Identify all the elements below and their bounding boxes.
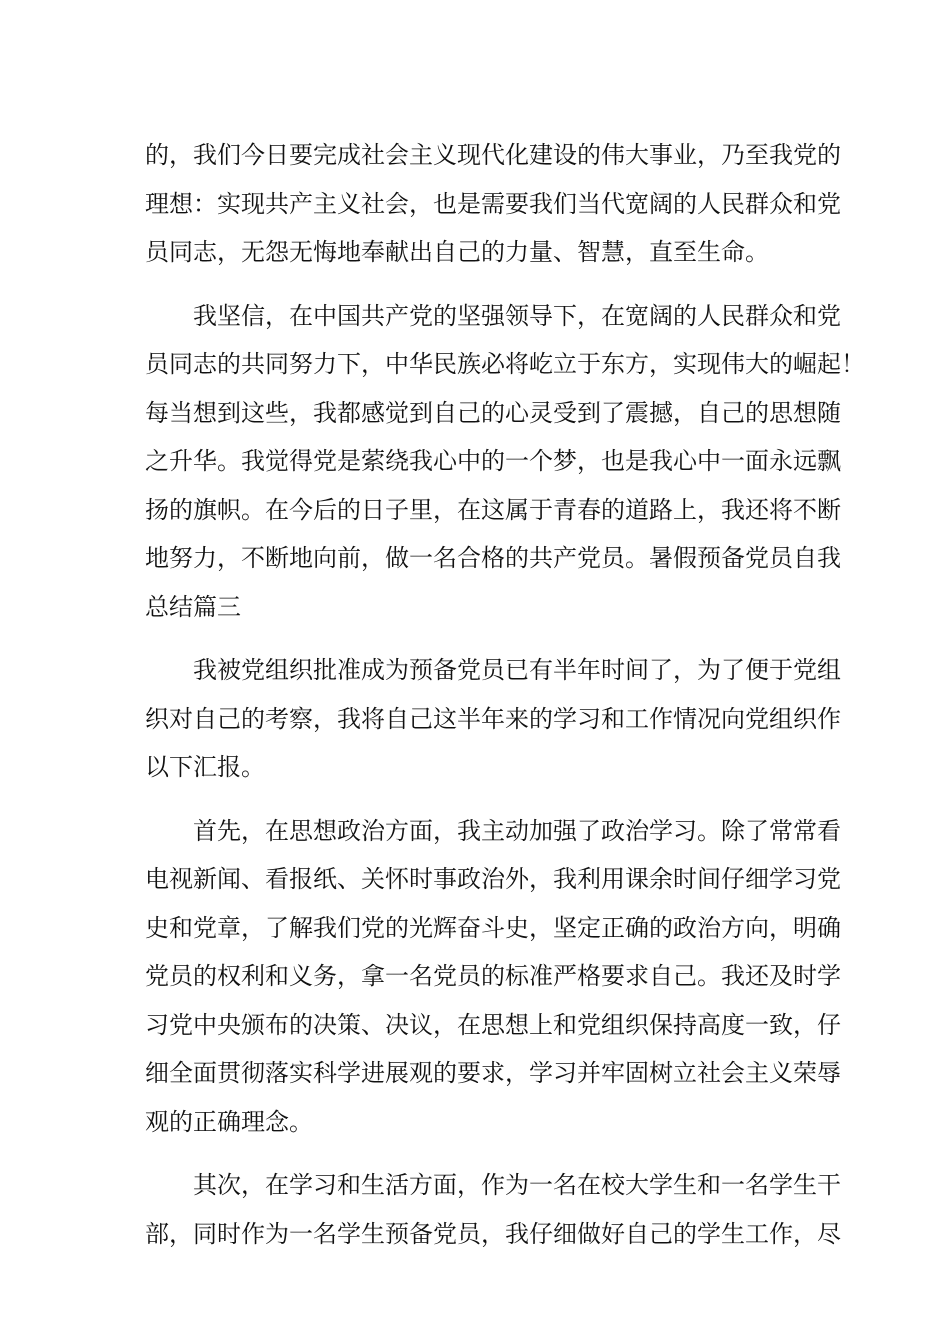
text-line: 首先，在思想政治方面，我主动加强了政治学习。除了常常看: [193, 816, 841, 845]
text-line: 员同志，无怨无悔地奉献出自己的力量、智慧，直至生命。: [145, 238, 769, 266]
text-line: 的，我们今日要完成社会主义现代化建设的伟大事业，乃至我党的: [145, 141, 841, 169]
text-line: 我坚信，在中国共产党的坚强领导下，在宽阔的人民群众和党: [193, 301, 841, 330]
text-line: 地努力，不断地向前，做一名合格的共产党员。暑假预备党员自我: [145, 544, 841, 572]
text-line: 习党中央颁布的决策、决议，在思想上和党组织保持高度一致，仔: [145, 1010, 841, 1039]
text-line: 观的正确理念。: [145, 1107, 313, 1136]
text-line: 总结篇三: [145, 592, 241, 621]
text-line: 电视新闻、看报纸、关怀时事政治外，我利用课余时间仔细学习党: [145, 865, 841, 893]
paragraph-3: [145, 646, 841, 792]
text-line: 每当想到这些，我都感觉到自己的心灵受到了震撼，自己的思想随: [145, 398, 841, 427]
text-line: 我被党组织批准成为预备党员已有半年时间了，为了便于党组: [193, 656, 841, 684]
text-line: 细全面贯彻落实科学进展观的要求，学习并牢固树立社会主义荣辱: [145, 1059, 841, 1087]
document-body: [145, 131, 865, 1258]
paragraph-5: [145, 1161, 841, 1258]
text-line: 史和党章，了解我们党的光辉奋斗史，坚定正确的政治方向，明确: [145, 913, 841, 942]
text-line: 扬的旗帜。在今后的日子里，在这属于青春的道路上，我还将不断: [145, 495, 841, 524]
paragraph-1: [145, 131, 841, 277]
text-line: 部，同时作为一名学生预备党员，我仔细做好自己的学生工作，尽: [145, 1219, 841, 1248]
text-line: 之升华。我觉得党是萦绕我心中的一个梦，也是我心中一面永远飘: [145, 447, 841, 475]
text-line: 理想：实现共产主义社会，也是需要我们当代宽阔的人民群众和党: [145, 189, 841, 218]
text-line: 员同志的共同努力下，中华民族必将屹立于东方，实现伟大的崛起！: [145, 350, 865, 378]
text-line: 以下汇报。: [145, 753, 265, 781]
text-line: 其次，在学习和生活方面，作为一名在校大学生和一名学生干: [193, 1171, 841, 1199]
paragraph-4: [145, 807, 841, 1147]
paragraph-2: [145, 292, 865, 632]
text-line: 织对自己的考察，我将自己这半年来的学习和工作情况向党组织作: [145, 704, 841, 733]
text-line: 党员的权利和义务，拿一名党员的标准严格要求自己。我还及时学: [145, 962, 841, 990]
